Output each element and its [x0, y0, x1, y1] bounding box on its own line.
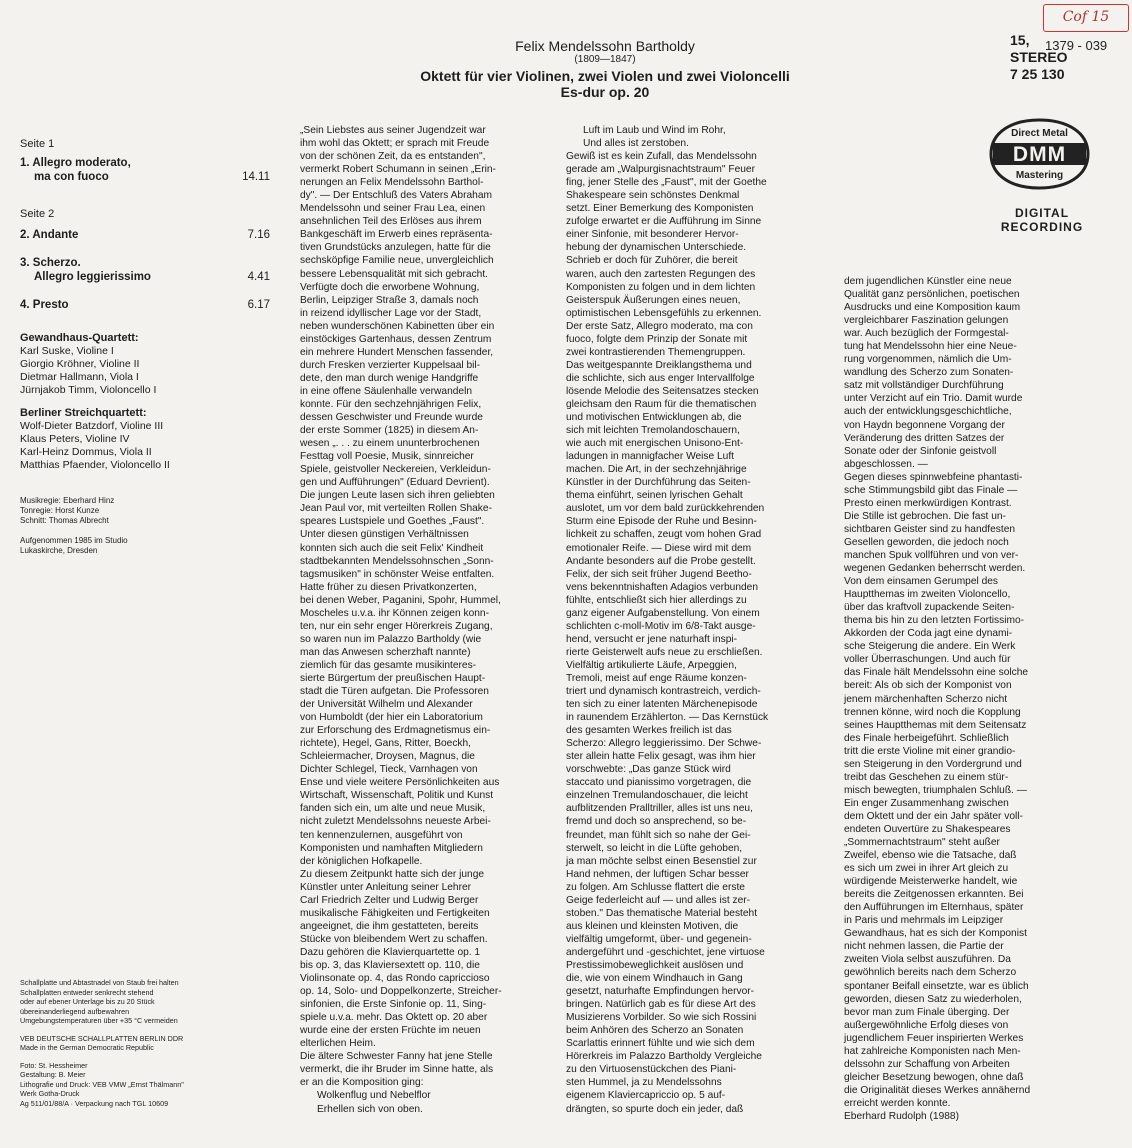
note-line: speares Lustspiele und Goethes „Faust".: [300, 516, 485, 528]
note-line: emotionaler Reife. — Diese wird mit dem: [566, 542, 752, 554]
catalog-number: 7 25 130: [1010, 66, 1065, 82]
note-line: zweiten Viola selbst auszuführen. Da: [844, 954, 1011, 966]
note-line: Wolkenflug und Nebelflor: [300, 1090, 431, 1102]
note-line: triert und dynamisch kontrastreich, verdich-: [566, 686, 761, 698]
note-line: treibt das Geschehen zu einem stür-: [844, 771, 1009, 783]
note-line: erreicht werden konnte.: [844, 1097, 951, 1109]
note-line: nicht zuletzt Mendelssohns neueste Arbei-: [300, 816, 491, 828]
note-line: Vielfältig artikulierte Läufe, Arpeggien,: [566, 659, 737, 671]
note-line: über das kraftvoll zupackende Seiten-: [844, 602, 1015, 614]
track-4: 4. Presto 6.17: [20, 299, 270, 311]
recording-location: Aufgenommen 1985 im Studio Lukaskirche, Dresden: [20, 536, 128, 555]
note-line: bringen. Natürlich gab es für diese Art des: [566, 999, 756, 1011]
note-line: konnte. Für den sechzehnjährigen Felix,: [300, 398, 482, 410]
note-line: machen. Die Art, in der sechzehnjährige: [566, 464, 747, 476]
note-line: trennen könne, wird noch die Kopplung: [844, 706, 1021, 718]
label-info: VEB DEUTSCHE SCHALLPLATTEN BERLIN DDR Made in the German Democratic Republic: [20, 1033, 184, 1052]
note-line: Ense und viele weitere Persönlichkeiten aus: [300, 777, 500, 789]
svg-text:Mastering: Mastering: [1015, 170, 1064, 181]
track-2: 2. Andante 7.16: [20, 229, 270, 241]
note-line: Veränderung des dritten Satzes der: [844, 432, 1005, 444]
side-2-label: Seite 2: [20, 208, 55, 220]
note-line: dete, den man durch wenige Handgriffe: [300, 372, 479, 384]
note-line: Bankgeschäft im Erwerb eines repräsenta-: [300, 229, 493, 241]
note-line: Komponisten zu folgen und in dem lichten: [566, 281, 756, 293]
note-line: sten Hummel, ja zu Mendelssohns: [566, 1077, 722, 1089]
track-1-sub: ma con fuoco 14.11: [34, 171, 270, 183]
catalog-prefix: 15,: [1010, 32, 1030, 48]
note-line: staccato und pianissimo vorgetragen, die: [566, 777, 752, 789]
note-line: Prestissimobeweglichkeit auslösen und: [566, 960, 744, 971]
note-line: Presto einen merkwürdigen Kontrast.: [844, 497, 1012, 509]
note-line: ster allein hatte Felix gesagt, was ihm hier: [566, 751, 756, 763]
note-line: stadt die Türen aufgetan. Die Professoren: [300, 686, 489, 698]
note-line: Schrieb er doch für Zuhörer, die bereit: [566, 255, 738, 267]
note-line: eigenem Klaviercapriccio op. 5 auf-: [566, 1090, 726, 1102]
note-line: zu folgen. Am Schlusse flattert die erste: [566, 881, 745, 893]
stereo-label: STEREO: [1010, 49, 1068, 65]
ensemble-member: Dietmar Hallmann, Viola I: [20, 371, 139, 383]
note-line: hat zahlreiche Komponisten nach Men-: [844, 1045, 1021, 1057]
note-line: dessen Geschwister und Freunde wurde: [300, 412, 483, 424]
note-line: tritt die erste Violine mit einer grandio-: [844, 745, 1016, 757]
track-3-sub: Allegro leggierissimo 4.41: [34, 271, 270, 283]
work-title: Oktett für vier Violinen, zwei Violen und zwei Violoncelli: [420, 68, 790, 84]
note-line: voller Überraschungen. Und auch für: [844, 654, 1011, 666]
note-line: Hauptthemas im zweiten Violoncello,: [844, 589, 1011, 601]
note-line: gerade am „Walpurgisnachtstraum" Feuer: [566, 164, 755, 176]
note-line: fanden sich ein, um alte und neue Musik,: [300, 803, 486, 815]
note-line: die Originalität dieses Werkes annähernd: [844, 1084, 1031, 1096]
note-line: vens bekenntnishaften Adagios verbunden: [566, 581, 759, 593]
note-line: vorschwebte: „Das ganze Stück wird: [566, 764, 731, 776]
note-line: drängten, so spurte doch ein jeder, daß: [566, 1103, 744, 1115]
composer-name: Felix Mendelssohn Bartholdy: [515, 38, 695, 54]
note-line: Gegen dieses spinnwebfeine phantasti-: [844, 471, 1023, 483]
note-line: gewöhnlich bereits nach dem Scherzo: [844, 967, 1017, 979]
note-line: ja man möchte selbst einen Besenstiel zur: [566, 855, 757, 867]
note-line: wandlung des Scherzo zum Sonaten-: [844, 367, 1014, 379]
note-line: gesetzt, naturhafte Empfindungen hervor-: [566, 986, 755, 998]
note-line: auslotet, um vor dem bald zurückkehrenden: [566, 503, 765, 515]
note-line: ansehnlichen Teil des Erlöses aus ihrem: [300, 216, 482, 228]
note-line: bevor man zum Finale überging. Der: [844, 1006, 1010, 1018]
note-line: dy". — Der Entschluß des Vaters Abraham: [300, 190, 492, 202]
note-line: einzelnen Tremulandoschauer, die leicht: [566, 790, 748, 802]
print-credits: Foto: St. Hessheimer Gestaltung: B. Meier Lithografie und Druck: VEB VMW „Ernst Thälmann" Werk Gotha-Druck Ag 511/01/88/A · Verpackung nach TGL 10609: [20, 1060, 184, 1108]
note-line: sinfonien, die Erste Sinfonie op. 11, Sing-: [300, 999, 487, 1011]
note-line: Zu diesem Zeitpunkt hatte sich der junge: [300, 868, 485, 880]
note-line: fremd und doch so ansprechend, so be-: [566, 816, 747, 828]
note-line: Carl Friedrich Zelter und Ludwig Berger: [300, 894, 479, 906]
note-line: Mendelssohn und seiner Frau Lea, einen: [300, 203, 486, 215]
note-line: wegenen Gedanken beherrscht werden.: [844, 563, 1026, 575]
note-line: Und alles ist zerstoben.: [566, 138, 689, 150]
note-line: spiele u.v.a. mehr. Das Oktett op. 20 aber: [300, 1012, 488, 1024]
note-line: aufblitzenden Pralltriller, alles ist uns neu,: [566, 803, 753, 815]
note-line: musikalische Fähigkeiten und Fertigkeiten: [300, 907, 490, 919]
note-line: in reizend idyllischer Lage vor der Stadt,: [300, 307, 482, 319]
note-line: nicht nehmen lassen, die Partie der: [844, 941, 1004, 953]
note-line: Shakespeare sein schönstes Denkmal: [566, 190, 740, 202]
note-line: so waren nun im Palazzo Bartholdy (wie: [300, 633, 482, 645]
note-line: thema einführt, seinen lyrischen Gehalt: [566, 490, 743, 502]
note-line: ladungen in mannigfacher Weise Luft: [566, 451, 735, 463]
note-line: elterlichen Heim.: [300, 1038, 376, 1050]
note-line: würdigende Meisterwerke handelt, wie: [844, 876, 1018, 888]
note-line: lösende Melodie des Seitensatzes stecken: [566, 385, 759, 397]
note-line: zu den Virtuosenstückchen des Piani-: [566, 1064, 737, 1076]
note-line: er an die Komposition ging:: [300, 1077, 424, 1089]
note-line: satz mit vollständiger Durchführung: [844, 380, 1004, 392]
note-line: fühlte, entschließt sich hier allerdings zu: [566, 594, 747, 606]
note-line: Violinsonate op. 4, das Rondo capriccioso: [300, 973, 490, 985]
note-line: von Haydn begonnene Vorgang der: [844, 419, 1005, 431]
note-line: vermerkt, die ihr Bruder im Sinne hatte, als: [300, 1064, 494, 1076]
note-line: einer Sinfonie, mit besonderer Hervor-: [566, 229, 739, 241]
note-line: Eberhard Rudolph (1988): [844, 1111, 959, 1122]
note-line: andergeführt und -geschichtet, jene virtuose: [566, 946, 765, 958]
track-1: 1. Allegro moderato,: [20, 157, 131, 169]
note-line: Qualität ganz persönlichen, poetischen: [844, 289, 1020, 301]
note-line: Schleiermacher, Droysen, Magnus, die: [300, 751, 475, 763]
berliner-title: Berliner Streichquartett:: [20, 407, 147, 419]
note-line: wie auch mit energischen Unisono-Ent-: [566, 438, 744, 450]
note-line: man das Anwesen scherzhaft nannte): [300, 646, 471, 658]
note-line: wesen „. . . zu einem ununterbrochenen: [300, 438, 480, 450]
note-line: seines Hauptthemas mit dem Seitensatz: [844, 719, 1027, 731]
note-line: vergleichbarer Faszination gelungen: [844, 315, 1009, 327]
ensemble-member: Wolf-Dieter Batzdorf, Violine III: [20, 420, 164, 432]
note-line: ganz eigener Aufgabenstellung. Von einem: [566, 607, 760, 619]
ensemble-member: Giorgio Kröhner, Violine II: [20, 358, 140, 370]
ensemble-member: Klaus Peters, Violine IV: [20, 433, 130, 445]
note-line: Von dem einsamen Gerumpel des: [844, 576, 999, 588]
note-line: schlichten c-moll-Motiv im 6/8-Takt ausge-: [566, 620, 756, 632]
note-line: Luft im Laub und Wind im Rohr,: [566, 125, 726, 136]
note-line: rierte Geisterwelt aufs neue zu erschließen.: [566, 646, 763, 658]
note-line: neben wunderschönen Kabinetten über ein: [300, 320, 495, 332]
note-line: Moscheles u.v.a. ihr Können zeigen konn-: [300, 607, 489, 619]
note-line: in Paris und mehrmals im Leipziger: [844, 915, 1004, 927]
composer-years: (1809—1847): [574, 54, 636, 65]
note-line: Hand nehmen, der luftigen Schar besser: [566, 868, 749, 880]
ensemble-member: Jürnjakob Timm, Violoncello I: [20, 384, 157, 396]
note-line: Sonate oder der Sinfonie geistvoll: [844, 445, 997, 457]
note-line: Die Stille ist gebrochen. Die fast un-: [844, 510, 1006, 522]
note-line: ziemlich für das gesamte musikinteres-: [300, 659, 477, 671]
note-line: nerungen an Felix Mendelssohn Barthol-: [300, 177, 484, 189]
note-line: op. 14, Solo- und Doppelkonzerte, Streicher-: [300, 986, 502, 998]
note-line: freundet, man fühlt sich so nahe der Gei-: [566, 829, 751, 841]
care-instructions: Schallplatte und Abtastnadel von Staub frei halten Schallplatten entweder senkrecht stehend oder auf ebener Unterlage bis zu 20 Stück übereinanderliegend aufbewahren Umgebungstemperaturen über +35 °C vermeiden VEB DEUTSCHE SCHALLPLATTEN BERLIN DDR Made in the German Democratic Republic Foto: St. Hessheimer Gestaltung: B. Meier Lithografie und Druck: VEB VMW „Ernst Thälmann" Werk Gotha-Druck Ag 511/01/88/A · Verpackung nach TGL 10609: [20, 978, 260, 1108]
note-line: Akkorden der Coda jagt eine dynami-: [844, 628, 1013, 640]
note-line: Die jungen Leute lasen sich ihren geliebten: [300, 490, 495, 502]
note-line: der königlichen Hofkapelle.: [300, 855, 423, 867]
note-line: Zweifel, ebenso wie die Tatsache, daß: [844, 850, 1017, 862]
note-line: war. Auch bezüglich der Formgestal-: [844, 328, 1009, 340]
note-line: Hörerkreis im Palazzo Bartholdy Vergleiche: [566, 1051, 762, 1063]
note-line: tagsmusiken" in schönster Weise entfalten.: [300, 568, 495, 580]
note-line: richtete), Hegel, Gans, Ritter, Boeckh,: [300, 738, 471, 750]
liner-notes-column-3: [844, 275, 1114, 1123]
note-line: das Finale hält Mendelssohn eine solche: [844, 667, 1029, 679]
note-line: gen und Aufführungen" (Eduard Devrient).: [300, 477, 490, 489]
work-key: Es-dur op. 20: [560, 84, 650, 100]
note-line: Das weitgespannte Dreiklangsthema und: [566, 359, 752, 371]
note-line: Spiele, geistvoller Neckereien, Verkleidun-: [300, 464, 491, 476]
note-line: sen Steigerung in den Vordergrund und: [844, 758, 1022, 770]
note-line: es sich um zwei in ihrer Art gleich zu: [844, 863, 1009, 875]
catalog-handwritten: 1379 - 039: [1045, 38, 1108, 53]
note-line: Felix, der sich seit früher Jugend Beetho-: [566, 568, 752, 580]
note-line: Scherzo: Allegro leggierissimo. Der Schwe-: [566, 738, 762, 750]
note-line: sichtbaren Geister sind zu handfesten: [844, 523, 1016, 535]
note-line: stoben." Das thematische Material besteht: [566, 907, 758, 919]
note-line: Jean Paul vor, mit verteilten Rollen Shake-: [300, 503, 492, 515]
note-line: sche Stimmungsbild gibt das Finale —: [844, 484, 1018, 496]
note-line: aus kleinen und kleinsten Motiven, die: [566, 920, 739, 932]
note-line: „Sommernachtstraum" steht außer: [844, 837, 1000, 849]
note-line: Musizierens Vorbilder. So wie sich Rossini: [566, 1012, 757, 1024]
note-line: Sturm eine Episode der Ruhe und Besinn-: [566, 516, 757, 528]
note-line: zwei kontrastierenden Themengruppen.: [566, 346, 746, 358]
note-line: bessere Lebensqualität mit sich gebracht.: [300, 268, 489, 280]
note-line: Hatte früher zu diesen Privatkonzerten,: [300, 581, 477, 593]
note-line: Komponisten und namhaften Mitgliedern: [300, 842, 483, 854]
note-line: tiven Grundstücks anzulegen, hatte für die: [300, 242, 491, 254]
note-line: und motivischen Entwicklungen ab, die: [566, 412, 742, 424]
note-line: spontaner Beifall einsetzte, war es üblich: [844, 980, 1029, 992]
note-line: Wirtschaft, Wissenschaft, Politik und Kunst: [300, 790, 494, 802]
ensemble-member: Karl Suske, Violine I: [20, 345, 114, 357]
note-line: einstöckiges Gartenhaus, dessen Zentrum: [300, 333, 492, 345]
note-line: tung hat Mendelssohn hier eine Neue-: [844, 341, 1017, 353]
header: [300, 38, 910, 100]
note-line: endeten Ouvertüre zu Shakespeares: [844, 823, 1011, 835]
note-line: Gewandhaus, hat es sich der Komponist: [844, 928, 1027, 940]
handwritten-sticker: Cof 15: [1043, 4, 1129, 32]
note-line: ten kennenzulernen, ausgeführt von: [300, 829, 463, 841]
gewandhaus-title: Gewandhaus-Quartett:: [20, 332, 139, 344]
note-line: ten, nur ein sehr enger Hörerkreis Zugang,: [300, 620, 493, 632]
note-line: Dazu gehören die Klavierquartette op. 1: [300, 946, 481, 958]
note-line: ten sich zu einer latenten Märchenepisode: [566, 699, 758, 711]
note-line: ihm wohl das Oktett; er sprach mit Freude: [300, 138, 490, 150]
note-line: lichkeit zu schaffen, zeugt vom hohen Grad: [566, 529, 762, 541]
note-line: Tremoli, meist auf enge Räume konzen-: [566, 672, 747, 684]
note-line: der erste Sommer (1825) in diesem An-: [300, 425, 479, 437]
note-line: Geisterspuk Äußerungen eines neuen,: [566, 294, 741, 306]
note-line: Andante besonders auf die Probe gestellt.: [566, 555, 756, 567]
note-line: der Universität Wilhelm und Alexander: [300, 699, 473, 711]
note-line: Festtag voll Poesie, Musik, sinnreicher: [300, 451, 474, 463]
note-line: Gesellen geworden, die jedoch noch: [844, 536, 1009, 548]
note-line: Der erste Satz, Allegro moderato, ma con: [566, 320, 753, 332]
note-line: vermerkt Robert Schumann in seinen „Erin-: [300, 164, 496, 176]
note-line: Verfügte doch die erworbene Wohnung,: [300, 281, 480, 293]
note-line: den Aufführungen im Elternhaus, später: [844, 902, 1024, 914]
note-line: Ein enger Zusammenhang zwischen: [844, 797, 1009, 809]
svg-text:Direct Metal: Direct Metal: [1011, 128, 1068, 139]
note-line: Künstler in der Durchführung das Seiten-: [566, 477, 751, 489]
note-line: ein mehrere Hundert Menschen fassender,: [300, 346, 494, 358]
note-line: von der schönen Zeit, da es entstanden",: [300, 151, 486, 163]
ensemble-member: Karl-Heinz Dommus, Viola II: [20, 446, 152, 458]
note-line: Geige federleicht auf — und alles ist zer-: [566, 894, 751, 906]
note-line: fing, jener Stelle des „Faust", mit der Goethe: [566, 177, 767, 189]
side-1-label: Seite 1: [20, 138, 55, 150]
note-line: durch Fresken verzierter Kuppelsaal bil-: [300, 359, 481, 371]
note-line: dem Oktett und der ein Jahr später voll-: [844, 810, 1023, 822]
note-line: bei denen Weber, Paganini, Spohr, Hummel,: [300, 594, 501, 606]
note-line: wurde eine der ersten Früchte im neuen: [300, 1025, 481, 1037]
svg-text:DMM: DMM: [1012, 143, 1067, 166]
note-line: thema bis hin zu den letzten Fortissimo-: [844, 615, 1025, 627]
dmm-logo: [987, 116, 1092, 192]
note-line: Berlin, Leipziger Straße 3, damals noch: [300, 294, 479, 306]
note-line: zur Erforschung des Erdmagnetismus ein-: [300, 725, 491, 737]
note-line: von Humboldt (der hier ein Laboratorium: [300, 712, 483, 724]
note-line: des Finale herbeigeführt. Schließlich: [844, 732, 1009, 744]
note-line: hebung der dynamischen Unterschiede.: [566, 242, 747, 254]
note-line: vielfältig umgeformt, über- und gegenein-: [566, 933, 752, 945]
note-line: sierte Bürgertum der preußischen Haupt-: [300, 672, 486, 684]
note-line: außergewöhnliche Erfolg dieses von: [844, 1019, 1009, 1031]
note-line: sche Steigerung die andere. Ein Werk: [844, 641, 1016, 653]
note-line: konnten sich auch die seit Felix' Kindheit: [300, 542, 484, 554]
note-line: Die ältere Schwester Fanny hat jene Stelle: [300, 1051, 493, 1063]
ensemble-member: Matthias Pfaender, Violoncello II: [20, 459, 170, 471]
note-line: sich mit leichten Tremolandoschauern,: [566, 425, 740, 437]
note-line: Scarlattis erinnert fühlte und wie sich dem: [566, 1038, 755, 1050]
note-line: waren, auch den zartesten Regungen des: [566, 268, 756, 280]
note-line: zufolge erwartet er die Aufführung im Sinne: [566, 216, 762, 228]
note-line: bis op. 3, das Klaviersextett op. 110, die: [300, 960, 480, 971]
liner-notes-column-2: [566, 124, 836, 1116]
note-line: bereits die Zeitgenossen erkannten. Bei: [844, 889, 1024, 901]
note-line: dem jugendlichen Künstler eine neue: [844, 276, 1012, 287]
note-line: sterwelt, so leicht in die Lüfte gehoben,: [566, 842, 743, 854]
note-line: fuoco, folgte dem Prinzip der Sonate mit: [566, 333, 748, 345]
liner-notes-column-1: [300, 124, 568, 1116]
note-line: manchen Spuk vollführen und von ver-: [844, 549, 1019, 561]
note-line: bereit: Als ob sich der Komponist von: [844, 680, 1012, 692]
note-line: jenem märchenhaften Scherzo nicht: [844, 693, 1008, 705]
note-line: hend, versucht er jene naturhaft inspi-: [566, 633, 738, 645]
note-line: optimistischen Lebensgefühls zu erkennen.: [566, 307, 762, 319]
note-line: Künstler unter Anleitung seiner Lehrer: [300, 881, 472, 893]
note-line: rung vorgenommen, nämlich die Um-: [844, 354, 1012, 366]
note-line: gleichsam den Raum für die thematischen: [566, 398, 757, 410]
note-line: Gewiß ist es kein Zufall, das Mendelssohn: [566, 151, 757, 163]
note-line: in eine offene Säulenhalle verwandeln: [300, 385, 472, 397]
note-line: die schlichte, sich aus enger Intervallfolge: [566, 372, 755, 384]
note-line: geworden, diesen Satz zu wiederholen,: [844, 993, 1022, 1005]
production-credits: Musikregie: Eberhard Hinz Tonregie: Horst Kunze Schnitt: Thomas Albrecht: [20, 496, 115, 525]
note-line: jugendlichem Feuer inspirierten Werkes: [844, 1032, 1024, 1044]
note-line: angeeignet, die ihm gestatteten, bereits: [300, 920, 479, 932]
note-line: Stücke von bleibendem Wert zu schaffen.: [300, 933, 488, 945]
note-line: gleicher Besetzung bewogen, ohne daß: [844, 1071, 1024, 1083]
note-line: stadtbekannten Mendelssohnschen „Sonn-: [300, 555, 494, 567]
digital-recording-label: DIGITAL RECORDING: [1000, 206, 1084, 234]
track-3: 3. Scherzo.: [20, 257, 81, 269]
note-line: setzt. Einer Bemerkung des Komponisten: [566, 203, 754, 215]
note-line: auch der entwicklungsgeschichtliche,: [844, 406, 1012, 418]
note-line: in raunendem Erzählerton. — Das Kernstück: [566, 712, 769, 724]
note-line: unter Verzicht auf ein Trio. Damit wurde: [844, 393, 1023, 405]
note-line: misch bewegten, triumphalen Schluß. —: [844, 784, 1027, 796]
note-line: delssohn zur Schaffung von Arbeiten: [844, 1058, 1010, 1070]
note-line: Dichter Schlegel, Tieck, Varnhagen von: [300, 764, 478, 776]
note-line: sechsköpfige Familie neue, unvergleichlich: [300, 255, 494, 267]
note-line: beim Anhören des Scherzo an Sonaten: [566, 1025, 744, 1037]
note-line: „Sein Liebstes aus seiner Jugendzeit war: [300, 125, 486, 136]
note-line: des gesamten Werkes freilich ist das: [566, 725, 732, 737]
note-line: abgeschlossen. —: [844, 458, 928, 470]
note-line: Unter diesen günstigen Verhältnissen: [300, 529, 469, 541]
track-list: [20, 138, 270, 556]
note-line: Erhellen sich von oben.: [300, 1103, 423, 1115]
note-line: die, wie von einem Windhauch in Gang: [566, 973, 743, 985]
note-line: Ausdrucks und eine Komposition kaum: [844, 302, 1021, 314]
